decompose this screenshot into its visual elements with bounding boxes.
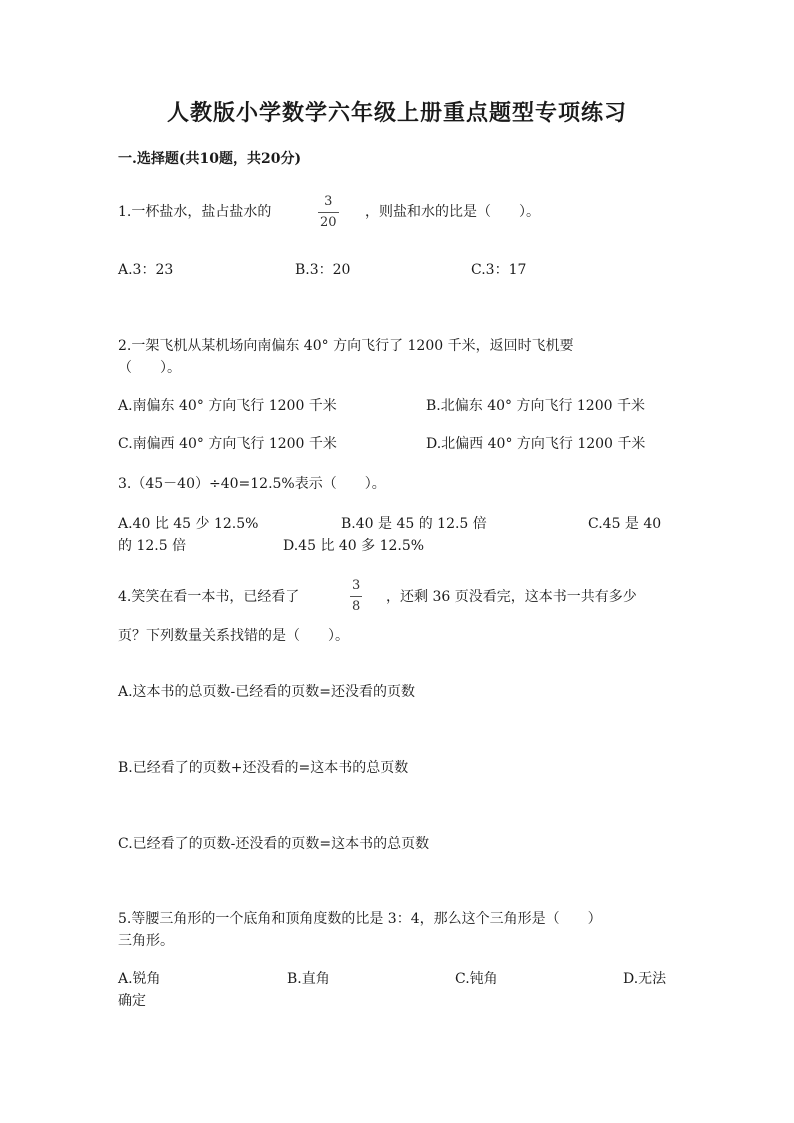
q3-stem: 3.（45－40）÷40=12.5%表示（ ）。 <box>118 476 386 492</box>
q4-stem-before: 4.笑笑在看一本书，已经看了 <box>118 589 300 605</box>
q5-option-b[interactable]: B.直角 <box>287 971 330 987</box>
q3-option-d[interactable]: D.45 比 40 多 12.5% <box>283 538 425 554</box>
q4-fraction-numerator: 3 <box>352 578 361 593</box>
q4-option-c[interactable]: C.已经看了的页数-还没看的页数=这本书的总页数 <box>118 836 430 852</box>
q2-option-c[interactable]: C.南偏西 40° 方向飞行 1200 千米 <box>118 436 337 452</box>
q2-stem-line1: 2.一架飞机从某机场向南偏东 40° 方向飞行了 1200 千米，返回时飞机要 <box>118 338 574 354</box>
q3-option-c-continued: 的 12.5 倍 <box>118 538 187 554</box>
q4-stem-line2: 页？下列数量关系找错的是（ ）。 <box>118 628 349 644</box>
q5-option-d-continued: 确定 <box>118 993 146 1009</box>
q1-fraction-denominator: 20 <box>320 215 337 230</box>
page-title: 人教版小学数学六年级上册重点题型专项练习 <box>166 100 627 126</box>
q5-stem-line2: 三角形。 <box>118 933 174 949</box>
q5-option-a[interactable]: A.锐角 <box>118 971 161 987</box>
q4-fraction-denominator: 8 <box>352 599 361 614</box>
q1-option-b[interactable]: B.3：20 <box>295 262 351 278</box>
q4-fraction <box>350 578 362 615</box>
fraction-bar <box>318 212 339 213</box>
fraction-bar <box>350 596 362 597</box>
q1-option-a[interactable]: A.3：23 <box>118 262 174 278</box>
q1-stem-before: 1.一杯盐水，盐占盐水的 <box>118 204 272 220</box>
q2-stem-line2: （ ）。 <box>118 360 181 376</box>
q3-option-a[interactable]: A.40 比 45 少 12.5% <box>118 516 259 532</box>
q2-option-d[interactable]: D.北偏西 40° 方向飞行 1200 千米 <box>426 436 646 452</box>
section-heading: 一.选择题(共10题，共20分) <box>118 151 302 167</box>
q2-option-b[interactable]: B.北偏东 40° 方向飞行 1200 千米 <box>426 398 645 414</box>
q4-stem-after: ，还剩 36 页没看完，这本书一共有多少 <box>386 589 637 605</box>
q5-stem-line1: 5.等腰三角形的一个底角和顶角度数的比是 3：4，那么这个三角形是（ ） <box>118 911 602 927</box>
q3-option-c[interactable]: C.45 是 40 <box>588 516 662 532</box>
q1-option-c[interactable]: C.3：17 <box>471 262 527 278</box>
q4-option-b[interactable]: B.已经看了的页数+还没看的=这本书的总页数 <box>118 760 409 776</box>
q3-option-b[interactable]: B.40 是 45 的 12.5 倍 <box>341 516 487 532</box>
q4-option-a[interactable]: A.这本书的总页数-已经看的页数=还没看的页数 <box>118 684 416 700</box>
q5-option-c[interactable]: C.钝角 <box>455 971 498 987</box>
q1-fraction-numerator: 3 <box>324 194 333 209</box>
q2-option-a[interactable]: A.南偏东 40° 方向飞行 1200 千米 <box>118 398 337 414</box>
q1-stem-after: ，则盐和水的比是（ ）。 <box>365 204 540 220</box>
q1-fraction <box>318 194 339 231</box>
q5-option-d[interactable]: D.无法 <box>623 971 667 987</box>
